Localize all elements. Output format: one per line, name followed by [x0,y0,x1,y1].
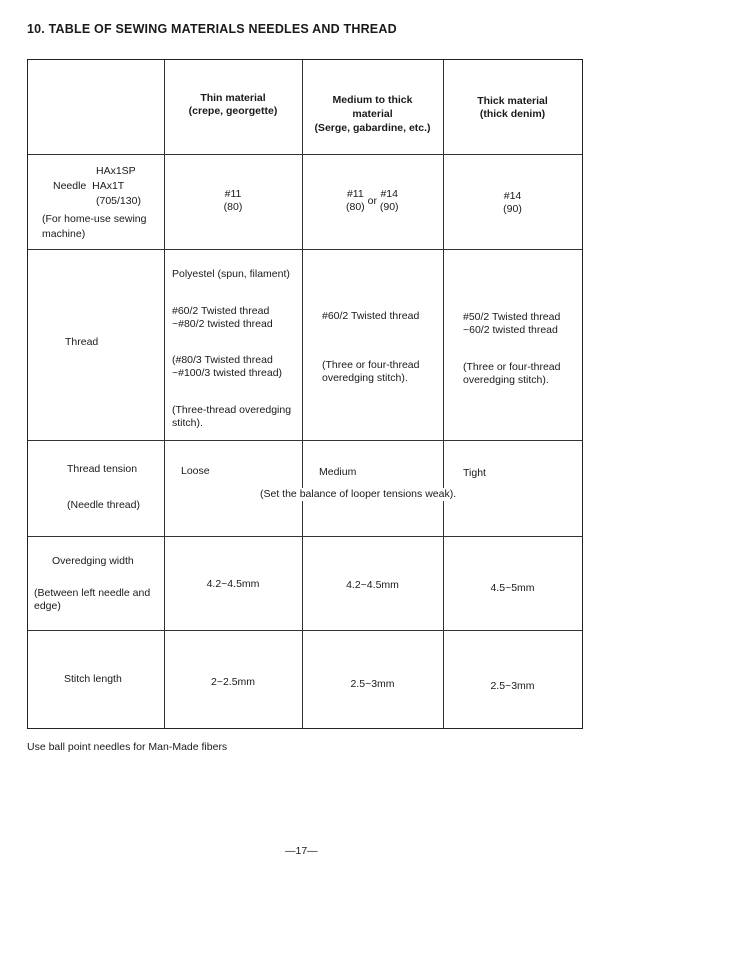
thread-thick-2: (Three or four-thread overedging stitch). [463,361,561,386]
thread-thin-4: (Three-thread overedging stitch). [172,404,292,429]
thread-label: Thread [65,336,99,348]
width-sublabel: (Between left needle and edge) [34,587,151,612]
footnote: Use ball point needles for Man-Made fibers [27,741,228,753]
row-divider [28,536,582,537]
stitch-thin: 2~2.5mm [210,676,256,688]
row-divider [28,630,582,631]
tension-thin: Loose [181,465,210,477]
thread-medium-1: #60/2 Twisted thread [322,310,420,322]
thread-thin-1: Polyestel (spun, filament) [172,268,290,280]
thread-thin-3: (#80/3 Twisted thread ~#100/3 twisted thread) [172,354,283,379]
column-divider [302,60,303,728]
width-medium: 4.2~4.5mm [346,579,399,591]
thread-thick-1: #50/2 Twisted thread ~60/2 twisted thread [463,311,561,336]
tension-thick: Tight [463,467,486,479]
row-divider [28,154,582,155]
row-divider [28,249,582,250]
thread-thin-2: #60/2 Twisted thread ~#80/2 twisted thread [172,305,273,330]
needle-label: HAx1SP Needle HAx1T (705/130) (For home-use sewing machine) [42,165,147,240]
width-label: Overedging width [52,555,134,567]
page-title: 10. TABLE OF SEWING MATERIALS NEEDLES AND THREAD [27,22,397,36]
tension-note: (Set the balance of looper tensions weak). [260,488,457,500]
thread-medium-2: (Three or four-thread overedging stitch). [322,359,420,384]
header-medium: Medium to thick material (Serge, gabardine, etc.) [314,94,431,134]
page-number: —17— [285,845,318,857]
tension-medium: Medium [319,466,357,478]
stitch-medium: 2.5~3mm [350,678,395,690]
tension-label: Thread tension [67,463,138,475]
tension-sublabel: (Needle thread) [67,499,140,511]
needle-thick: #14 (90) [503,190,522,215]
stitch-label: Stitch length [64,673,122,685]
width-thin: 4.2~4.5mm [206,578,260,590]
header-thick: Thick material (thick denim) [477,95,548,120]
column-divider [443,60,444,728]
header-thin: Thin material (crepe, georgette) [188,92,278,117]
needle-thin: #11 (80) [223,188,243,213]
materials-table [27,59,583,729]
needle-medium: #11 (80) or #14 (90) [346,188,399,213]
stitch-thick: 2.5~3mm [490,680,535,692]
row-divider [28,440,582,441]
width-thick: 4.5~5mm [490,582,535,594]
column-divider [164,60,165,728]
